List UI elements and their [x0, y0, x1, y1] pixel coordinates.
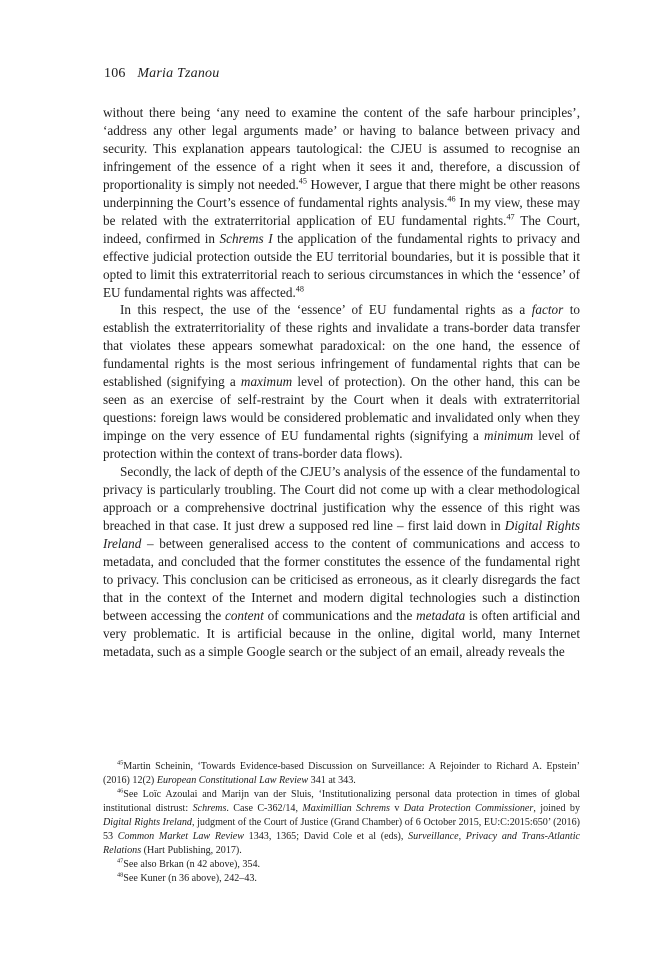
text-run: However, I argue that there might be other reasons underpinning the Court’s essence of fundamental rights analysis.: [103, 176, 580, 210]
footnote-48: [103, 872, 580, 886]
page-number: 106: [104, 66, 126, 81]
footnote-ref-45: 45: [298, 176, 307, 186]
footnote-text: 1343, 1365; David Cole et al (eds),: [243, 831, 409, 843]
footnote-text: . Case C-362/14,: [226, 803, 303, 815]
emphasis-italic: metadata: [416, 607, 466, 623]
paragraph-3: [103, 463, 580, 660]
text-run: is often artificial and very problematic. It is artificial because in the online, digital world, many Internet metadata, such as a simple Google search or the subject of an email, already reveals the: [103, 607, 580, 659]
text-run: of communications and the: [263, 607, 417, 623]
case-name-italic: Schrems: [192, 803, 227, 815]
footnotes: [103, 760, 580, 886]
text-run: – between generalised access to the content of communications and access to metadata, and concluded that the former constitutes the essence of the fundamental right to privacy. This conclusion can be criticised as erroneous, as it clearly disregards the fact that in the context of the Internet and modern digital technologies such a distinction between accessing the: [103, 535, 580, 623]
case-name-italic: Data Protection Commissioner: [403, 803, 534, 815]
paragraph-2: [103, 301, 580, 463]
text-run: level of protection). On the other hand, this can be seen as an exercise of self-restraint by the Court when it deals with extraterritorial questions: foreign laws would be considered problematic and invalidated only when they impinge on the very essence of EU fundamental rights (signifying a: [103, 374, 580, 444]
case-name-italic: Schrems I: [219, 230, 273, 246]
text-run: to establish the extraterritoriality of these rights and invalidate a trans-border data transfer that violates these appears somewhat paradoxical: on the one hand, the essence of fundamental rights is the most serious infringement of fundamental rights that can be established (signifying a: [103, 302, 580, 390]
text-run: level of protection within the context of trans-border data flows).: [103, 428, 580, 462]
case-name-italic: Maximillian Schrems: [302, 803, 390, 815]
paragraph-1: [103, 104, 580, 301]
case-name-italic: Digital Rights Ireland: [103, 817, 192, 829]
footnote-text: See also Brkan (n 42 above), 354.: [123, 859, 261, 871]
footnote-ref-47: 47: [506, 212, 515, 222]
journal-title-italic: Common Market Law Review: [117, 831, 244, 843]
emphasis-italic: content: [224, 607, 264, 623]
text-run: In my view, these may be related with the extraterritorial application of EU fundamental rights.: [103, 194, 580, 228]
footnote-text: v: [389, 803, 404, 815]
book-title-italic: Surveillance, Privacy and Trans-Atlantic Relations: [103, 831, 580, 857]
text-run: the application of the fundamental rights to privacy and effective judicial protection outside the EU territorial boundaries, but it is possible that it opted to limit this extraterritorial reach to serious circumstances in which the ‘essence’ of EU fundamental rights was affected.: [103, 230, 580, 300]
footnote-text: , joined by: [533, 803, 580, 815]
footnote-text: See Loïc Azoulai and Marijn van der Sluis, ‘Institutionalizing personal data protection in times of global institutional distrust:: [103, 789, 580, 815]
footnote-number: 47: [117, 857, 124, 865]
footnote-ref-48: 48: [295, 284, 304, 294]
footnote-ref-46: 46: [447, 194, 456, 204]
running-head: [104, 66, 219, 82]
footnote-text: 341 at 343.: [308, 775, 356, 787]
text-run: without there being ‘any need to examine the content of the safe harbour principles’, ‘address any other legal arguments made’ or having to balance between privacy and security. This explanation appears tautological: the CJEU is assumed to recognise an infringement of the essence of a right when it sees it and, therefore, a discussion of proportionality is simply not needed.: [103, 105, 580, 192]
text-run: Secondly, the lack of depth of the CJEU’s analysis of the essence of the fundamental to privacy is particularly troubling. The Court did not come up with a clear methodological approach or a comprehensive doctrinal justification why the essence of this right was breached in that case. It just drew a supposed red line – first laid down in: [103, 464, 580, 533]
footnote-text: , judgment of the Court of Justice (Grand Chamber) of 6 October 2015, EU:C:2015:650’ (2016) 53: [103, 817, 580, 843]
emphasis-italic: minimum: [484, 428, 534, 444]
footnote-text: (Hart Publishing, 2017).: [141, 845, 242, 857]
text-run: The Court, indeed, confirmed in: [103, 212, 580, 246]
case-name-italic: Digital Rights Ireland: [103, 517, 580, 551]
footnote-number: 48: [117, 872, 124, 880]
emphasis-italic: factor: [531, 302, 564, 318]
text-run: In this respect, the use of the ‘essence’ of EU fundamental rights as a: [120, 302, 532, 318]
footnote-text: Martin Scheinin, ‘Towards Evidence-based Discussion on Surveillance: A Rejoinder to Richard A. Epstein’ (2016) 12(2): [103, 761, 580, 787]
running-head-author: Maria Tzanou: [137, 66, 220, 81]
journal-title-italic: European Constitutional Law Review: [156, 775, 309, 787]
main-text: [103, 104, 580, 661]
footnote-number: 45: [117, 759, 124, 767]
footnote-number: 46: [117, 787, 124, 795]
emphasis-italic: maximum: [240, 374, 293, 390]
footnote-47: [103, 858, 580, 872]
footnote-text: See Kuner (n 36 above), 242–43.: [123, 873, 257, 885]
footnote-45: [103, 760, 580, 788]
footnote-46: [103, 788, 580, 858]
